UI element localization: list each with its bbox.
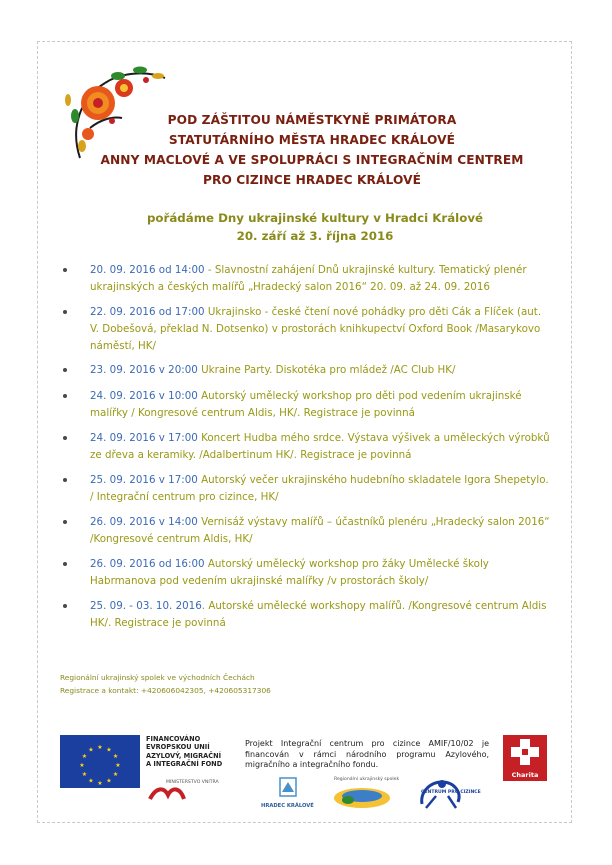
eu-flag-icon xyxy=(60,735,140,788)
organizer-name: Regionální ukrajinský spolek ve východních Čechách xyxy=(60,673,255,682)
event-date: 22. 09. 2016 od 17:00 xyxy=(90,306,205,318)
event-text: Ukrajinsko - české čtení nové pohádky pro děti Cák a Flíček (aut. V. Dobešová, překlad N. Dotsenko) v prostorách knihkupectví Oxford Book /Masarykovo náměstí, HK/ xyxy=(90,306,542,352)
fund-line: EVROPSKOU UNIÍ xyxy=(146,743,210,752)
ukrainian-association-label: Regionální ukrajinský spolek xyxy=(334,777,400,782)
announcement-dates: 20. září až 3. října 2016 xyxy=(236,229,394,243)
fund-line: A INTEGRAČNÍ FOND xyxy=(146,760,223,769)
event-text: Autorský umělecký workshop pro děti pod vedením ukrajinské malířky / Kongresové centrum Aldis, HK/. Registrace je povinná xyxy=(90,390,522,419)
event-date: 25. 09. 2016 v 17:00 xyxy=(90,474,198,486)
hradec-kralove-label: HRADEC KRÁLOVÉ xyxy=(261,803,314,809)
event-text: Vernisáž výstavy malířů – účastníků plenéru „Hradecký salon 2016“ /Kongresové centrum Aldis, HK/ xyxy=(90,516,550,545)
announcement-line: pořádáme Dny ukrajinské kultury v Hradci Králové xyxy=(146,211,484,225)
event-text: . Autorské umělecké workshopy malířů. /Kongresové centrum Aldis HK/. Registrace je povinná xyxy=(90,600,547,629)
event-item xyxy=(60,388,550,426)
svg-text:★: ★ xyxy=(106,746,112,754)
event-announcement xyxy=(100,209,530,245)
event-item xyxy=(60,556,550,594)
organizer-info xyxy=(60,671,271,697)
centrum-cizince-logo xyxy=(412,772,481,814)
event-item xyxy=(60,362,550,384)
event-text: Autorský umělecký workshop pro žáky Umělecké školy Habrmanova pod vedením ukrajinské malířky /v prostorách školy/ xyxy=(90,558,489,587)
ministry-logo xyxy=(146,777,219,805)
hradec-kralove-logo xyxy=(258,776,318,812)
ministry-logo-label: MINISTERSTVO VNITRA xyxy=(166,780,219,785)
bullet-icon xyxy=(63,394,67,398)
event-date: 26. 09. 2016 v 14:00 xyxy=(90,516,198,528)
event-item xyxy=(60,598,550,636)
event-text: Ukraine Party. Diskotéka pro mládež /AC Club HK/ xyxy=(197,364,456,376)
event-date: 25. 09. - 03. 10. 2016 xyxy=(90,600,202,612)
bullet-icon xyxy=(63,268,67,272)
ukrainian-association-logo xyxy=(328,776,400,810)
header-line: POD ZÁŠTITOU NÁMĚSTKYNĚ PRIMÁTORA xyxy=(167,113,457,127)
event-text: Autorský večer ukrajinského hudebního skladatele Igora Shepetylo. / Integrační centrum pro cizince, HK/ xyxy=(90,474,549,503)
event-item xyxy=(60,472,550,510)
bullet-icon xyxy=(63,562,67,566)
event-item xyxy=(60,304,550,358)
event-date: 24. 09. 2016 v 17:00 xyxy=(90,432,198,444)
fund-line: FINANCOVÁNO xyxy=(146,735,201,743)
event-item xyxy=(60,430,550,468)
charita-logo xyxy=(503,735,547,781)
eu-fund-label xyxy=(146,735,236,769)
event-item xyxy=(60,262,550,300)
header-line: ANNY MACLOVÉ A VE SPOLUPRÁCI S INTEGRAČNÍM CENTREM xyxy=(100,153,524,167)
fund-line: AZYLOVÝ, MIGRAČNÍ xyxy=(146,751,222,760)
hradec-kralove-logo-icon xyxy=(258,776,318,800)
bullet-icon xyxy=(63,368,67,372)
bullet-icon xyxy=(63,310,67,314)
event-date: 23. 09. 2016 v 20:00 xyxy=(90,364,198,376)
event-list xyxy=(60,262,550,636)
event-item xyxy=(60,514,550,552)
svg-text:★: ★ xyxy=(79,762,85,769)
svg-text:★: ★ xyxy=(106,777,112,785)
header-line: PRO CIZINCE HRADEC KRÁLOVÉ xyxy=(202,173,422,187)
header-line: STATUTÁRNÍHO MĚSTA HRADEC KRÁLOVÉ xyxy=(168,133,456,147)
charita-cross-icon xyxy=(503,735,547,769)
event-text: - Slavnostní zahájení Dnů ukrajinské kultury. Tematický plenér ukrajinských a českých malířů „Hradecký salon 2016“ 20. 09. až 24. 09. 2016 xyxy=(90,264,527,293)
organizer-contact: Registrace a kontakt: +420606042305, +420605317306 xyxy=(60,686,271,695)
event-date: 26. 09. 2016 od 16:00 xyxy=(90,558,205,570)
event-date: 20. 09. 2016 od 14:00 xyxy=(90,264,205,276)
svg-text:★: ★ xyxy=(112,753,119,760)
svg-text:★: ★ xyxy=(115,762,121,769)
event-date: 24. 09. 2016 v 10:00 xyxy=(90,390,198,402)
event-text: Koncert Hudba mého srdce. Výstava výšivek a uměleckých výrobků ze dřeva a keramiky. /Adalbertinum HK/. Registrace je povinná xyxy=(90,432,550,461)
svg-text:★: ★ xyxy=(81,771,88,778)
project-funding-note: Projekt Integrační centrum pro cizince AMIF/10/02 je financován v rámci národního programu Azylového, migračního a integračního fondu. xyxy=(245,739,489,769)
bullet-icon xyxy=(63,436,67,440)
centrum-cizince-label: CENTRUM PRO CIZINCE xyxy=(421,790,481,795)
svg-text:★: ★ xyxy=(97,744,103,751)
bullet-icon xyxy=(63,520,67,524)
svg-text:★: ★ xyxy=(88,777,94,785)
bullet-icon xyxy=(63,604,67,608)
svg-text:★: ★ xyxy=(112,771,119,778)
bullet-icon xyxy=(63,478,67,482)
svg-text:★: ★ xyxy=(97,780,103,787)
svg-text:★: ★ xyxy=(88,746,94,754)
svg-text:★: ★ xyxy=(81,753,88,760)
charita-label: Charita xyxy=(511,771,539,779)
header-patronage xyxy=(92,110,532,190)
